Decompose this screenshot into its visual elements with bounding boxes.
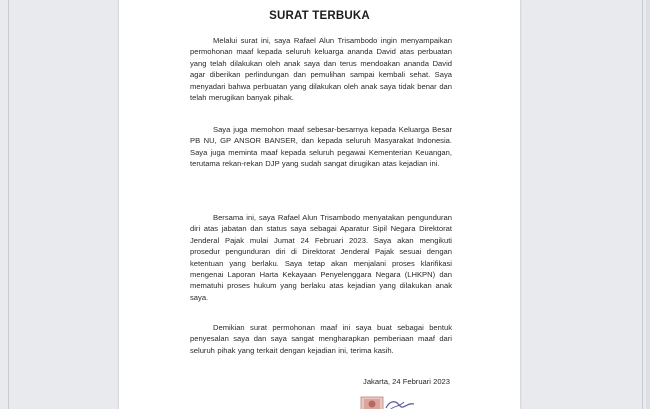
viewer-left-edge bbox=[8, 0, 9, 409]
letter-title: SURAT TERBUKA bbox=[269, 10, 370, 22]
viewer-right-edge bbox=[642, 0, 643, 409]
revenue-stamp-icon bbox=[360, 396, 416, 409]
scrollbar-track[interactable] bbox=[646, 0, 650, 409]
date-line: Jakarta, 24 Februari 2023 bbox=[363, 377, 450, 386]
paragraph-apology-family: Melalui surat ini, saya Rafael Alun Trisambodo ingin menyampaikan permohonan maaf kepada seluruh keluarga ananda David atas perbuatan yang telah dilakukan oleh anak saya dan terus mendoakan ananda David agar diberikan perlindungan dan pemulihan sampai kembali sehat. Saya menyadari bahwa perbuatan yang dilakukan oleh anak saya tidak benar dan telah merugikan banyak pihak. bbox=[190, 36, 452, 103]
paragraph-closing: Demikian surat permohonan maaf ini saya buat sebagai bentuk penyesalan saya dan saya sangat mengharapkan pemberiaan maaf dari seluruh pihak yang terkait dengan kejadian ini, terima kasih. bbox=[190, 323, 452, 355]
paragraph-resignation: Bersama ini, saya Rafael Alun Trisambodo menyatakan pengunduran diri atas jabatan dan status saya sebagai Aparatur Sipil Negara Direktorat Jenderal Pajak mulai Jumat 24 Februari 2023. Saya akan mengikuti prosedur pengunduran diri di Direktorat Jenderal Pajak sesuai dengan ketentuan yang berlaku. Saya tetap akan menjalani proses klarifikasi mengenai Laporan Harta Kekayaan Penyelenggara Negara (LHKPN) dan mematuhi proses hukum yang berlaku atas kejadian yang dilakukan anak saya. bbox=[190, 213, 452, 302]
document-page bbox=[119, 0, 520, 409]
paragraph-apology-public: Saya juga memohon maaf sebesar-besarnya kepada Keluarga Besar PB NU, GP ANSOR BANSER, dan kepada seluruh Masyarakat Indonesia. Saya juga meminta maaf kepada seluruh pegawai Kementerian Keuangan, terutama rekan-rekan DJP yang sudah sangat dirugikan atas kejadian ini. bbox=[190, 125, 452, 169]
